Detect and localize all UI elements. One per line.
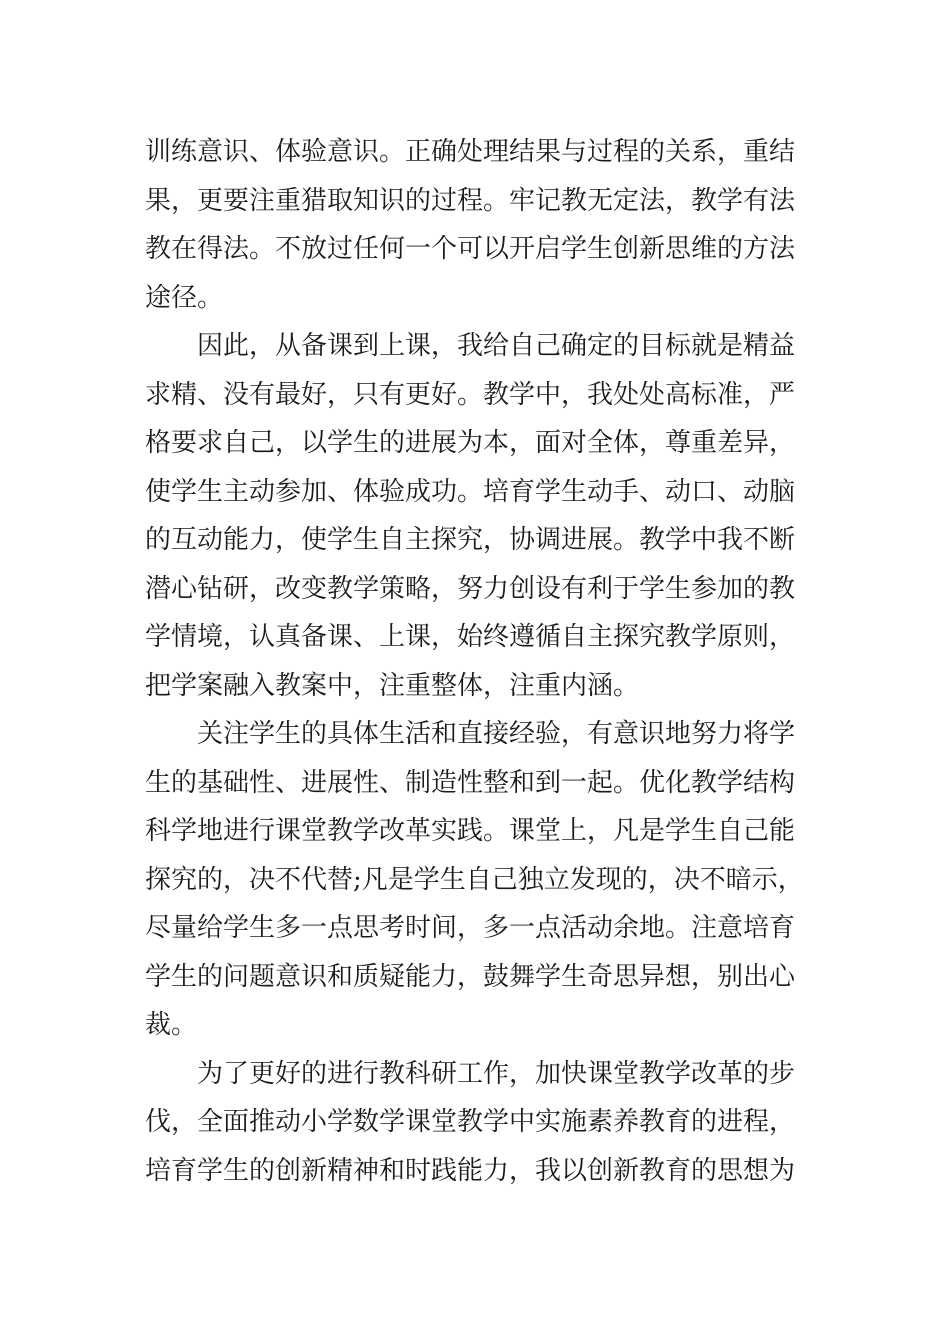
text-line: 格要求自己，以学生的进展为本，面对全体，尊重差异， <box>145 428 796 458</box>
paragraph <box>145 322 810 710</box>
text-line: 尽量给学生多一点思考时间，多一点活动余地。注意培育 <box>145 913 796 943</box>
text-line: 学情境，认真备课、上课，始终遵循自主探究教学原则， <box>145 622 796 652</box>
text-line: 的互动能力，使学生自主探究，协调进展。教学中我不断 <box>145 525 796 555</box>
text-line: 教在得法。不放过任何一个可以开启学生创新思维的方法 <box>145 234 796 264</box>
text-line: 培育学生的创新精神和时践能力，我以创新教育的思想为 <box>145 1155 796 1186</box>
text-line: 伐，全面推动小学数学课堂教学中实施素养教育的进程， <box>145 1107 796 1137</box>
paragraph <box>145 1050 810 1196</box>
text-line: 潜心钻研，改变教学策略，努力创设有利于学生参加的教 <box>145 573 796 604</box>
text-line: 探究的，决不代替;凡是学生自己独立发现的，决不暗示， <box>145 864 804 895</box>
text-line: 学生的问题意识和质疑能力，鼓舞学生奇思异想，别出心 <box>145 961 796 992</box>
text-line: 把学案融入教案中，注重整体，注重内涵。 <box>145 670 640 701</box>
text-line: 生的基础性、进展性、制造性整和到一起。优化教学结构 <box>145 767 796 798</box>
text-line: 求精、没有最好，只有更好。教学中，我处处高标准，严 <box>145 379 796 410</box>
text-line: 为了更好的进行教科研工作，加快课堂教学改革的步 <box>197 1058 796 1089</box>
text-line: 科学地进行课堂教学改革实践。课堂上，凡是学生自己能 <box>145 816 796 846</box>
paragraph <box>145 128 810 322</box>
text-line: 使学生主动参加、体验成功。培育学生动手、动口、动脑 <box>145 476 796 507</box>
text-line: 训练意识、体验意识。正确处理结果与过程的关系，重结 <box>145 137 796 167</box>
document-body <box>145 128 810 1195</box>
paragraph <box>145 710 810 1050</box>
text-line: 因此，从备课到上课，我给自己确定的目标就是精益 <box>197 331 796 361</box>
text-line: 关注学生的具体生活和直接经验，有意识地努力将学 <box>197 719 796 749</box>
text-line: 途径。 <box>145 282 224 313</box>
text-line: 裁。 <box>145 1010 198 1040</box>
text-line: 果，更要注重猎取知识的过程。牢记教无定法，教学有法 <box>145 185 796 216</box>
